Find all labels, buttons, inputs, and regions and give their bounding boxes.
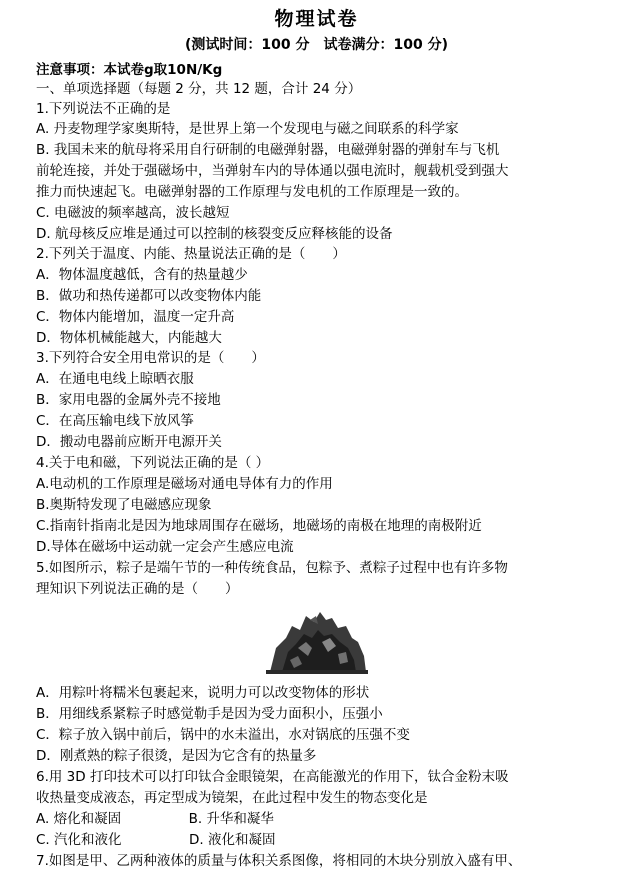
exam-title: 物理试卷 [274,8,359,30]
question-2-stem: 2.下列关于温度、内能、热量说法正确的是（ ） [36,246,346,262]
question-2-option-d: D．物体机械能越大，内能越大 [36,330,222,346]
question-4-option-a: A.电动机的工作原理是磁场对通电导体有力的作用 [36,476,333,492]
question-6-stem: 6.用 3D 打印技术可以打印钛合金眼镜架，在高能激光的作用下，钛合金粉末吸 [36,769,509,785]
question-3-option-a: A．在通电电线上晾晒衣服 [36,371,194,387]
question-4-option-b: B.奥斯特发现了电磁感应现象 [36,497,212,513]
exam-notice: 注意事项：本试卷g取10N/Kg [36,62,223,78]
question-2-option-c: C．物体内能增加，温度一定升高 [36,309,235,325]
question-7-stem: 7.如图是甲、乙两种液体的质量与体积关系图像，将相同的木块分别放入盛有甲、 [36,853,522,869]
question-6-options-cd: C. 汽化和液化 D. 液化和凝固 [36,832,276,848]
question-4-option-d: D.导体在磁场中运动就一定会产生感应电流 [36,539,294,555]
question-5-option-d: D．刚煮熟的粽子很烫，是因为它含有的热量多 [36,748,317,764]
question-5-stem: 5.如图所示，粽子是端午节的一种传统食品，包粽予、煮粽子过程中也有许多物 [36,560,508,576]
exam-subtitle: (测试时间：100 分 试卷满分：100 分) [185,37,448,53]
question-3-stem: 3.下列符合安全用电常识的是（ ） [36,350,265,366]
question-6-stem-cont: 收热量变成液态，再定型成为镜架，在此过程中发生的物态变化是 [36,790,428,806]
question-5-option-b: B．用细线系紧粽子时感觉勒手是因为受力面积小，压强小 [36,706,383,722]
question-1-option-d: D. 航母核反应堆是通过可以控制的核裂变反应释核能的设备 [36,226,393,242]
question-4-stem: 4.关于电和磁，下列说法正确的是（ ） [36,455,270,471]
question-5-option-c: C．粽子放入锅中前后，锅中的水未溢出，水对锅底的压强不变 [36,727,410,743]
question-1-option-b-cont-2: 推力而快速起飞。电磁弹射器的工作原理与发电机的工作原理是一致的。 [36,184,468,200]
question-2-option-b: B．做功和热传递都可以改变物体内能 [36,288,262,304]
question-3-option-c: C．在高压输电线下放风筝 [36,413,194,429]
question-4-option-c: C.指南针指南北是因为地球周围存在磁场，地磁场的南极在地理的南极附近 [36,518,482,534]
question-5-option-a: A．用粽叶将糯米包裹起来，说明力可以改变物体的形状 [36,685,370,701]
question-2-option-a: A．物体温度越低，含有的热量越少 [36,267,248,283]
question-1-stem: 1.下列说法不正确的是 [36,101,171,117]
question-1-option-c: C. 电磁波的频率越高，波长越短 [36,205,230,221]
zongzi-photo [262,608,372,674]
question-1-option-b-cont-1: 前轮连接，并处于强磁场中，当弹射车内的导体通以强电流时，舰载机受到强大 [36,163,509,179]
question-3-option-b: B．家用电器的金属外壳不接地 [36,392,221,408]
section-heading: 一、单项选择题（每题 2 分，共 12 题，合计 24 分） [36,81,362,97]
question-1-option-b: B. 我国未来的航母将采用自行研制的电磁弹射器，电磁弹射器的弹射车与飞机 [36,142,500,158]
question-1-option-a: A. 丹麦物理学家奥斯特，是世界上第一个发现电与磁之间联系的科学家 [36,121,459,137]
question-6-options-ab: A. 熔化和凝固 B. 升华和凝华 [36,811,274,827]
question-5-stem-cont: 理知识下列说法正确的是（ ） [36,581,239,597]
question-3-option-d: D．搬动电器前应断开电源开关 [36,434,222,450]
